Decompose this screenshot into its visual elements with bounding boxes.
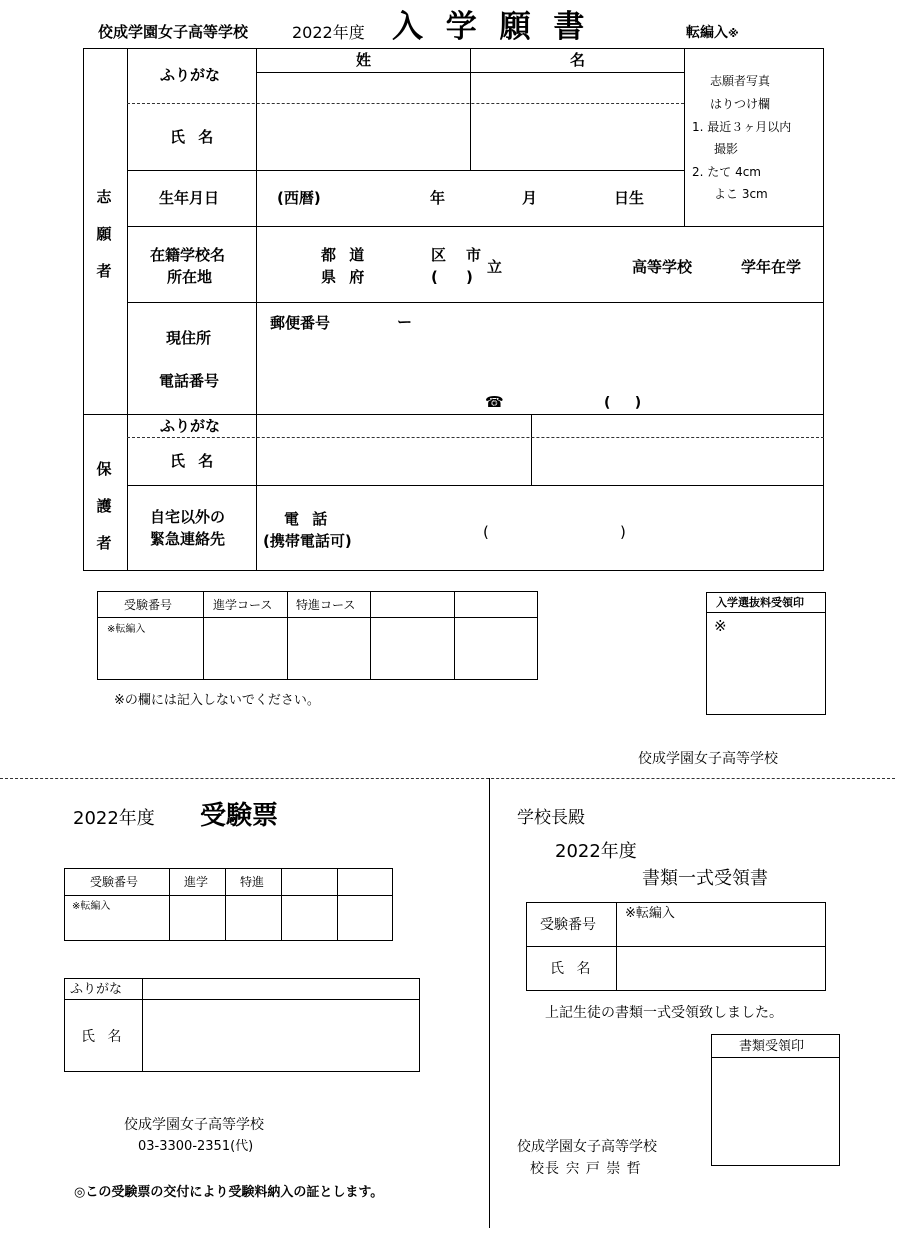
- sei-label: 姓: [356, 51, 372, 69]
- phone-icon: ☎: [485, 393, 504, 411]
- grid-line: [127, 103, 684, 104]
- furigana-label: ふりがな: [160, 66, 221, 84]
- emergency-tel-input[interactable]: [380, 495, 820, 567]
- receipt-year: 2022年度: [555, 841, 637, 862]
- ticket-note-cell: ※転編入: [72, 901, 111, 912]
- emergency-label-2: 緊急連絡先: [150, 530, 226, 548]
- guardian-furigana-label: ふりがな: [160, 417, 221, 435]
- grid-line: [526, 946, 826, 947]
- receipt-statement: 上記生徒の書類一式受領致しました。: [545, 1005, 783, 1021]
- page-title: 入 学 願 書: [392, 9, 591, 45]
- cut-line-vertical: [489, 778, 490, 1228]
- fee-stamp-frame: [706, 592, 826, 715]
- ticket-notice: ◎この受験票の交付により受験料納入の証とします。: [74, 1185, 384, 1200]
- ward-top: 区: [431, 246, 447, 264]
- ticket-phone: 03-3300-2351(代): [138, 1139, 254, 1154]
- pref-top: 都 道: [321, 246, 369, 264]
- grid-line: [169, 868, 170, 941]
- school-input[interactable]: [500, 230, 630, 300]
- emergency-label-1: 自宅以外の: [150, 508, 226, 526]
- name-mei-input[interactable]: [472, 105, 682, 169]
- name-label: 氏 名: [170, 128, 218, 146]
- transfer-label-text: 転編入: [686, 25, 728, 41]
- guardian-section-label: [92, 458, 116, 569]
- transfer-mark: ※: [728, 27, 739, 40]
- receipt-exam-no-label: 受験番号: [540, 917, 596, 933]
- grid-line: [64, 895, 393, 896]
- postal-dash: ー: [397, 313, 413, 331]
- ticket-header-cell: 進学: [184, 875, 209, 889]
- birth-label: 生年月日: [159, 189, 220, 207]
- receipt-title: 書類一式受領書: [642, 868, 768, 889]
- postal-label: 郵便番号: [270, 314, 331, 332]
- receipt-exam-no-note: ※転編入: [625, 906, 675, 921]
- grid-line: [470, 48, 471, 170]
- photo-line: 撮影: [714, 142, 739, 156]
- transfer-label: [686, 26, 739, 40]
- ticket-name-input[interactable]: [144, 1001, 418, 1070]
- applicant-label-char: 者: [96, 262, 112, 280]
- phone-paren: ( ): [604, 395, 642, 411]
- mei-label: 名: [570, 51, 586, 69]
- grid-line: [225, 868, 226, 941]
- grid-line: [454, 591, 455, 680]
- birth-seireki: (西暦): [277, 189, 321, 207]
- grid-line: [684, 48, 685, 226]
- guardian-name-input[interactable]: [258, 440, 818, 483]
- office-header-cell: 進学コース: [213, 598, 273, 612]
- phone-input[interactable]: [505, 392, 705, 412]
- school-label-1: 在籍学校名: [150, 246, 226, 264]
- guardian-label-char: 護: [96, 497, 112, 515]
- guardian-name-label: 氏 名: [170, 452, 218, 470]
- grid-line: [83, 414, 824, 415]
- photo-line: はりつけ欄: [710, 97, 771, 111]
- grid-line: [706, 612, 826, 613]
- ticket-name-label: 氏 名: [81, 1029, 126, 1045]
- fee-stamp-title: 入学選抜料受領印: [716, 596, 804, 609]
- applicant-label-char: 願: [96, 225, 112, 243]
- grid-line: [142, 978, 143, 1072]
- phone-label: 電話番号: [159, 372, 220, 390]
- tel-paren-open: (: [483, 523, 489, 541]
- applicant-label-char: 志: [96, 188, 112, 206]
- name-sei-input[interactable]: [258, 105, 468, 169]
- ritsu-label: 立: [487, 258, 503, 276]
- footer-school-name: 佼成学園女子高等学校: [638, 751, 778, 767]
- tel-label-2: (携帯電話可): [263, 532, 352, 550]
- grid-line: [256, 48, 257, 571]
- fee-stamp-mark: ※: [714, 617, 727, 635]
- high-school-label: 高等学校: [632, 258, 693, 276]
- receipt-principal: 校長 宍 戸 崇 哲: [530, 1161, 642, 1177]
- school-label-2: 所在地: [167, 268, 213, 286]
- grade-label: 学年在学: [741, 258, 802, 276]
- ticket-furigana-input[interactable]: [144, 980, 418, 998]
- photo-line: 2. たて 4cm: [692, 165, 762, 179]
- birth-date-input[interactable]: [320, 174, 680, 224]
- grid-line: [370, 591, 371, 680]
- grid-line: [127, 170, 684, 171]
- grid-line: [127, 226, 824, 227]
- address-input[interactable]: [258, 335, 818, 390]
- header-year: 2022年度: [292, 23, 365, 42]
- photo-line: 志願者写真: [710, 74, 771, 88]
- ticket-year: 2022年度: [73, 808, 155, 829]
- grid-line: [256, 72, 684, 73]
- city-bottom: ): [466, 268, 473, 286]
- photo-line: よこ 3cm: [714, 187, 768, 201]
- ticket-header-cell: 受験番号: [90, 875, 139, 889]
- city-top: 市: [466, 246, 482, 264]
- header-school-name: 佼成学園女子高等学校: [98, 23, 249, 41]
- pref-bottom: 県 府: [321, 268, 369, 286]
- tel-label-1: 電 話: [284, 510, 332, 528]
- guardian-label-char: 保: [96, 460, 112, 478]
- grid-line: [203, 591, 204, 680]
- receipt-name-label: 氏 名: [550, 961, 595, 977]
- ticket-school: 佼成学園女子高等学校: [124, 1117, 264, 1133]
- grid-line: [616, 902, 617, 991]
- furigana-mei-input[interactable]: [472, 74, 682, 102]
- receipt-school: 佼成学園女子高等学校: [517, 1139, 657, 1155]
- cut-line-horizontal: [0, 778, 895, 779]
- grid-line: [127, 302, 824, 303]
- grid-line: [127, 48, 128, 571]
- photo-line: 1. 最近３ヶ月以内: [692, 120, 792, 134]
- grid-line: [337, 868, 338, 941]
- applicant-section-label: [92, 186, 116, 297]
- furigana-sei-input[interactable]: [258, 74, 468, 102]
- grid-line: [281, 868, 282, 941]
- grid-line: [127, 485, 824, 486]
- ward-bottom: (: [431, 268, 438, 286]
- office-header-cell: 受験番号: [124, 598, 173, 612]
- ticket-furigana-label: ふりがな: [70, 982, 123, 997]
- guardian-furigana-input[interactable]: [258, 416, 818, 436]
- office-note-cell: ※転編入: [107, 624, 146, 635]
- grid-line: [287, 591, 288, 680]
- birth-day: 日生: [614, 189, 645, 207]
- grid-line: [97, 617, 538, 618]
- address-label: 現住所: [166, 329, 212, 347]
- ticket-header-cell: 特進: [240, 875, 265, 889]
- grid-line: [127, 437, 824, 438]
- receipt-name-input[interactable]: [618, 948, 824, 989]
- birth-year: 年: [430, 189, 446, 207]
- office-header-cell: 特進コース: [296, 598, 356, 612]
- ticket-title: 受験票: [200, 801, 279, 831]
- receipt-addressee: 学校長殿: [517, 808, 585, 828]
- birth-month: 月: [522, 189, 538, 207]
- tel-paren-close: ): [620, 523, 626, 541]
- receipt-stamp-title: 書類受領印: [739, 1039, 805, 1054]
- guardian-label-char: 者: [96, 534, 112, 552]
- grid-line: [711, 1057, 840, 1058]
- office-note: ※の欄には記入しないでください。: [114, 693, 320, 708]
- grid-line: [64, 999, 420, 1000]
